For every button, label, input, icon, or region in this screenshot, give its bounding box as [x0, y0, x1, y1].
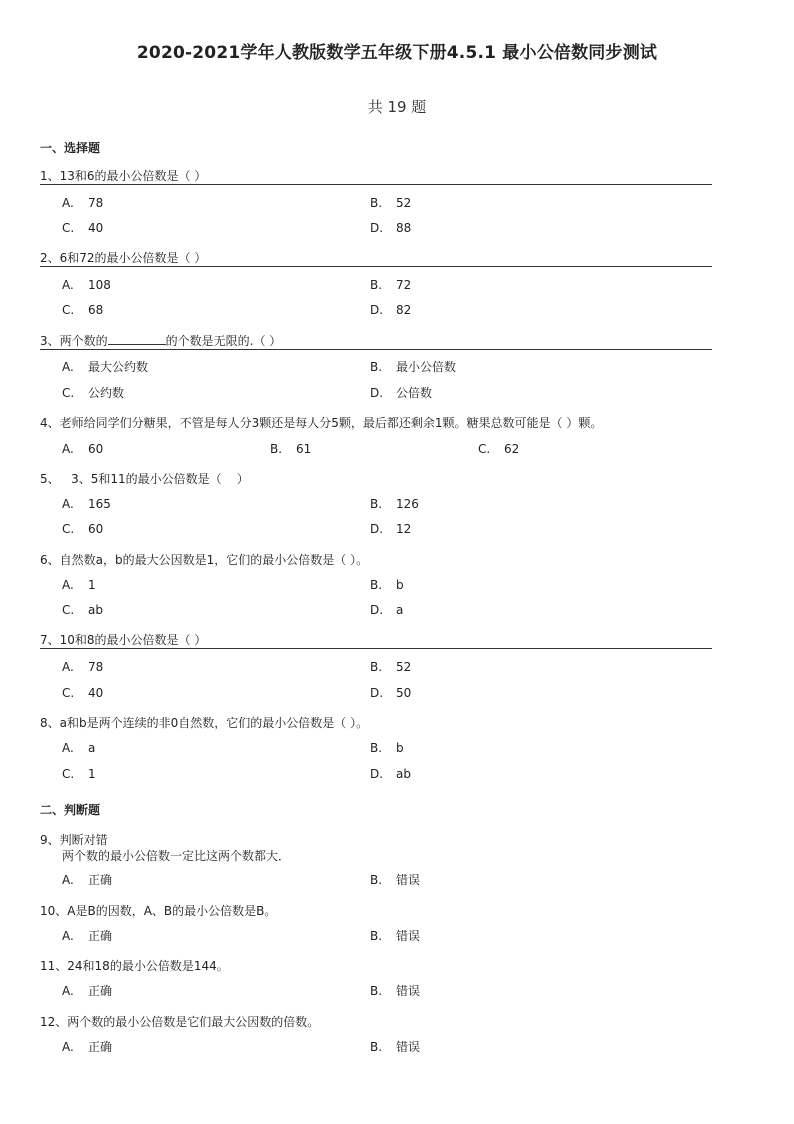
q3-option-d: D. 公倍数: [370, 386, 433, 400]
question-1: 1、13和6的最小公倍数是（ ）: [40, 168, 712, 185]
section-heading-choice: 一、选择题: [40, 141, 101, 155]
q10-option-b: B. 错误: [370, 929, 421, 943]
q9-option-b: B. 错误: [370, 873, 421, 887]
page-title: 2020-2021学年人教版数学五年级下册4.5.1 最小公倍数同步测试: [136, 43, 658, 63]
q1-option-c: C. 40: [62, 221, 104, 235]
q3-option-a: A. 最大公约数: [62, 360, 149, 374]
question-count: 共 19 题: [367, 98, 427, 116]
q4-option-b: B. 61: [270, 442, 312, 456]
q5-option-d: D. 12: [370, 522, 412, 536]
q6-option-b: B. b: [370, 578, 404, 592]
q2-option-c: C. 68: [62, 303, 104, 317]
question-2: 2、6和72的最小公倍数是（ ）: [40, 250, 712, 267]
q1-option-d: D. 88: [370, 221, 412, 235]
question-9-statement: 两个数的最小公倍数一定比这两个数都大．: [62, 849, 291, 863]
question-11: 11、24和18的最小公倍数是144。: [40, 959, 229, 973]
q4-option-a: A. 60: [62, 442, 104, 456]
q3-option-c: C. 公约数: [62, 386, 125, 400]
q5-option-a: A. 165: [62, 497, 111, 511]
q12-option-b: B. 错误: [370, 1040, 421, 1054]
q8-option-a: A. a: [62, 741, 96, 755]
question-12: 12、两个数的最小公倍数是它们最大公因数的倍数。: [40, 1015, 320, 1029]
q11-option-a: A. 正确: [62, 984, 113, 998]
question-3: 3、两个数的 的个数是无限的.（ ）: [40, 333, 712, 350]
q2-option-b: B. 72: [370, 278, 412, 292]
question-4: 4、老师给同学们分糖果，不管是每人分3颗还是每人分5颗，最后都还剩余1颗。糖果总数可能是（ ）颗。: [40, 416, 603, 430]
q11-option-b: B. 错误: [370, 984, 421, 998]
q9-option-a: A. 正确: [62, 873, 113, 887]
q4-option-c: C. 62: [478, 442, 520, 456]
q6-option-d: D. a: [370, 603, 404, 617]
question-10: 10、A是B的因数，A、B的最小公倍数是B。: [40, 904, 277, 918]
question-5: 5、 3、5和11的最小公倍数是（ ）: [40, 472, 249, 486]
q12-option-a: A. 正确: [62, 1040, 113, 1054]
question-8: 8、a和b是两个连续的非0自然数，它们的最小公倍数是（ ）。: [40, 716, 369, 730]
answer-blank: [108, 333, 166, 345]
q3-option-b: B. 最小公倍数: [370, 360, 457, 374]
q7-option-c: C. 40: [62, 686, 104, 700]
q10-option-a: A. 正确: [62, 929, 113, 943]
question-7: 7、10和8的最小公倍数是（ ）: [40, 632, 712, 649]
q2-option-a: A. 108: [62, 278, 111, 292]
q6-option-c: C. ab: [62, 603, 103, 617]
q1-option-a: A. 78: [62, 196, 104, 210]
q5-option-c: C. 60: [62, 522, 104, 536]
q6-option-a: A. 1: [62, 578, 96, 592]
q8-option-b: B. b: [370, 741, 404, 755]
question-9: 9、判断对错 两个数的最小公倍数一定比这两个数都大．: [40, 832, 712, 864]
q7-option-a: A. 78: [62, 660, 104, 674]
q7-option-b: B. 52: [370, 660, 412, 674]
q8-option-c: C. 1: [62, 767, 96, 781]
q8-option-d: D. ab: [370, 767, 411, 781]
q2-option-d: D. 82: [370, 303, 412, 317]
question-6: 6、自然数a，b的最大公因数是1，它们的最小公倍数是（ ）。: [40, 553, 369, 567]
q7-option-d: D. 50: [370, 686, 412, 700]
section-heading-judgment: 二、判断题: [40, 803, 101, 817]
q1-option-b: B. 52: [370, 196, 412, 210]
q5-option-b: B. 126: [370, 497, 419, 511]
